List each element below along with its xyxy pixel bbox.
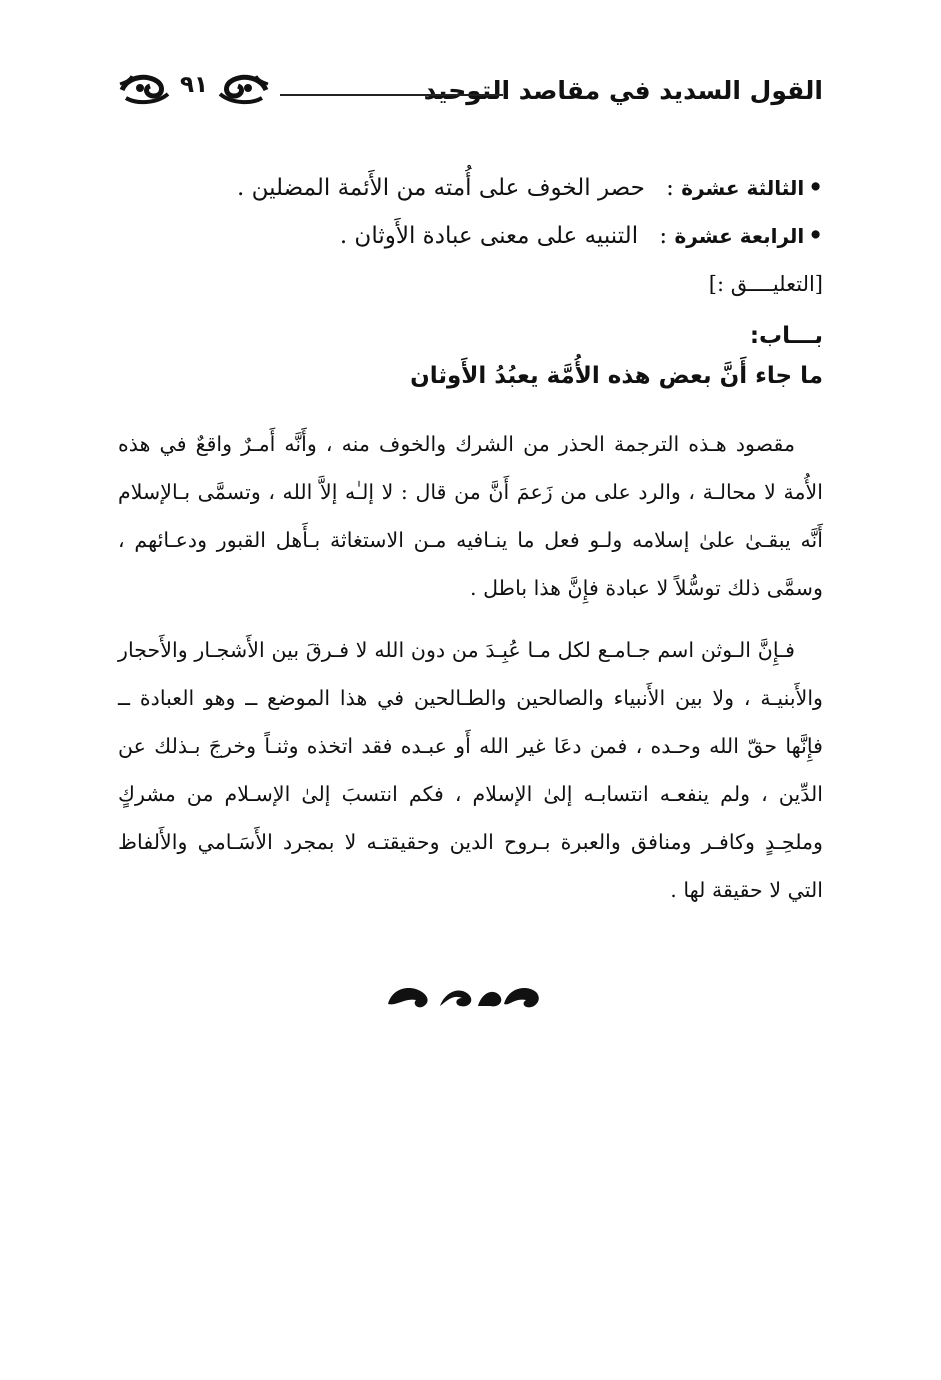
paragraph-1 <box>118 420 823 612</box>
book-title: القول السديد في مقاصد التوحيد <box>423 76 823 105</box>
page-number: ٩١ <box>180 72 209 98</box>
paragraph-text: فـإِنَّ الـوثن اسم جـامـع لكل مـا عُبِـدَ من دون الله لا فـرقَ بين الأَشجـار والأَحجار والأَبنيـة ، ولا بين الأَنبياء والصالحين والطـالحين في هذا الموضع ــ وهو العبادة ــ فإِنَّها حقّ الله وحـده ، فمن دعَا غير الله أَو عبـده فقد اتخذه وثنـاً وخرجَ بـذلك عن الدِّين ، ولم ينفعـه انتسابـه إلىٰ الإسلام ، فكم انتسبَ إلىٰ الإسـلام من مشركٍ وملحِـدٍ وكافـر ومنافق والعبرة بـروح الدين وحقيقتـه لا بمجرد الأَسَـامي والأَلفاظ التي لا حقيقة لها . <box>118 638 823 902</box>
bullet-label: الثالثة عشرة <box>681 176 805 200</box>
bullet-text: التنبيه على معنى عبادة الأَوثان . <box>339 223 639 249</box>
bullet-dot: • <box>808 222 823 249</box>
bullet-item-14 <box>118 212 823 260</box>
commentary-heading: [التعليــــق :] <box>708 272 823 296</box>
page-header <box>118 64 823 114</box>
bullet-colon: : <box>666 175 674 201</box>
page-content <box>118 164 823 914</box>
page-number-area <box>118 66 268 110</box>
right-flourish-icon <box>214 68 270 108</box>
chapter-title: ما جاء أَنَّ بعض هذه الأُمَّة يعبُدُ الأَوثان <box>410 363 823 389</box>
bullet-colon: : <box>659 223 668 249</box>
header-rule <box>280 94 503 96</box>
bullet-item-13 <box>118 164 823 212</box>
bullet-label: الرابعة عشرة <box>674 224 805 248</box>
bullet-text: حصر الخوف على أُمته من الأَئمة المضلين . <box>236 175 645 201</box>
left-flourish-icon <box>118 68 174 108</box>
section-end-ornament-icon <box>0 976 941 1016</box>
paragraph-2 <box>118 626 823 914</box>
bullet-dot: • <box>808 174 823 201</box>
paragraph-text: مقصود هـذه الترجمة الحذر من الشرك والخوف منه ، وأَنَّه أَمـرٌ واقعٌ في هذه الأُمة لا محالـة ، والرد على من زَعمَ أَنَّ من قال : لا إلـٰه إلاَّ الله ، وتسمَّى بـالإسلام أَنَّه يبقـىٰ علىٰ إسلامه ولـو فعل ما ينـافيه مـن الاستغاثة بـأَهل القبور ودعـائهم ، وسمَّى ذلك توسُّلاً لا عبادة فإِنَّ هذا باطل . <box>118 432 823 600</box>
chapter-label: بـــاب: <box>749 323 823 349</box>
